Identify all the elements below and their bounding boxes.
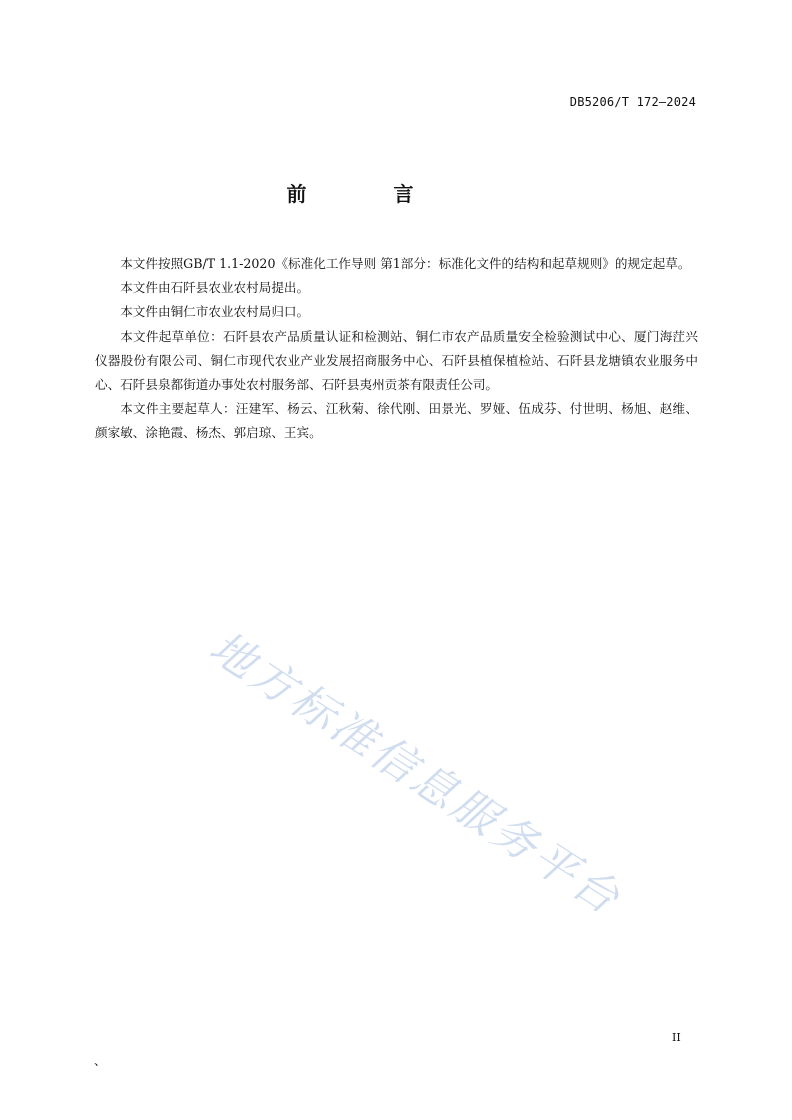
- paragraph-drafters: 本文件主要起草人：汪建军、杨云、江秋菊、徐代刚、田景光、罗娅、伍成芬、付世明、杨旭、赵维、颜家敏、涂艳霞、杨杰、郭启琼、王宾。: [95, 401, 698, 441]
- paragraph-drafting-units: 本文件起草单位：石阡县农产品质量认证和检测站、铜仁市农产品质量安全检验测试中心、厦门海茳兴仪器股份有限公司、铜仁市现代农业产业发展招商服务中心、石阡县植保植检站、石阡县龙塘镇农业服务中心、石阡县泉都街道办事处农村服务部、石阡县夷州贡茶有限责任公司。: [95, 328, 698, 393]
- document-body: [95, 252, 698, 446]
- page-number: II: [672, 1031, 681, 1044]
- paragraph-administrator: 本文件由铜仁市农业农村局归口。: [120, 304, 310, 320]
- standard-code: DB5206/T 172—2024: [569, 95, 696, 109]
- paragraph-drafting-rules: 本文件按照GB/T 1.1-2020《标准化工作导则 第1部分：标准化文件的结构和起草规则》的规定起草。: [120, 256, 691, 271]
- watermark: 地方标准信息服务平台: [200, 621, 631, 926]
- footer-mark: 、: [94, 1054, 107, 1068]
- page-title: 前 言: [286, 182, 454, 206]
- paragraph-proposer: 本文件由石阡县农业农村局提出。: [120, 280, 310, 296]
